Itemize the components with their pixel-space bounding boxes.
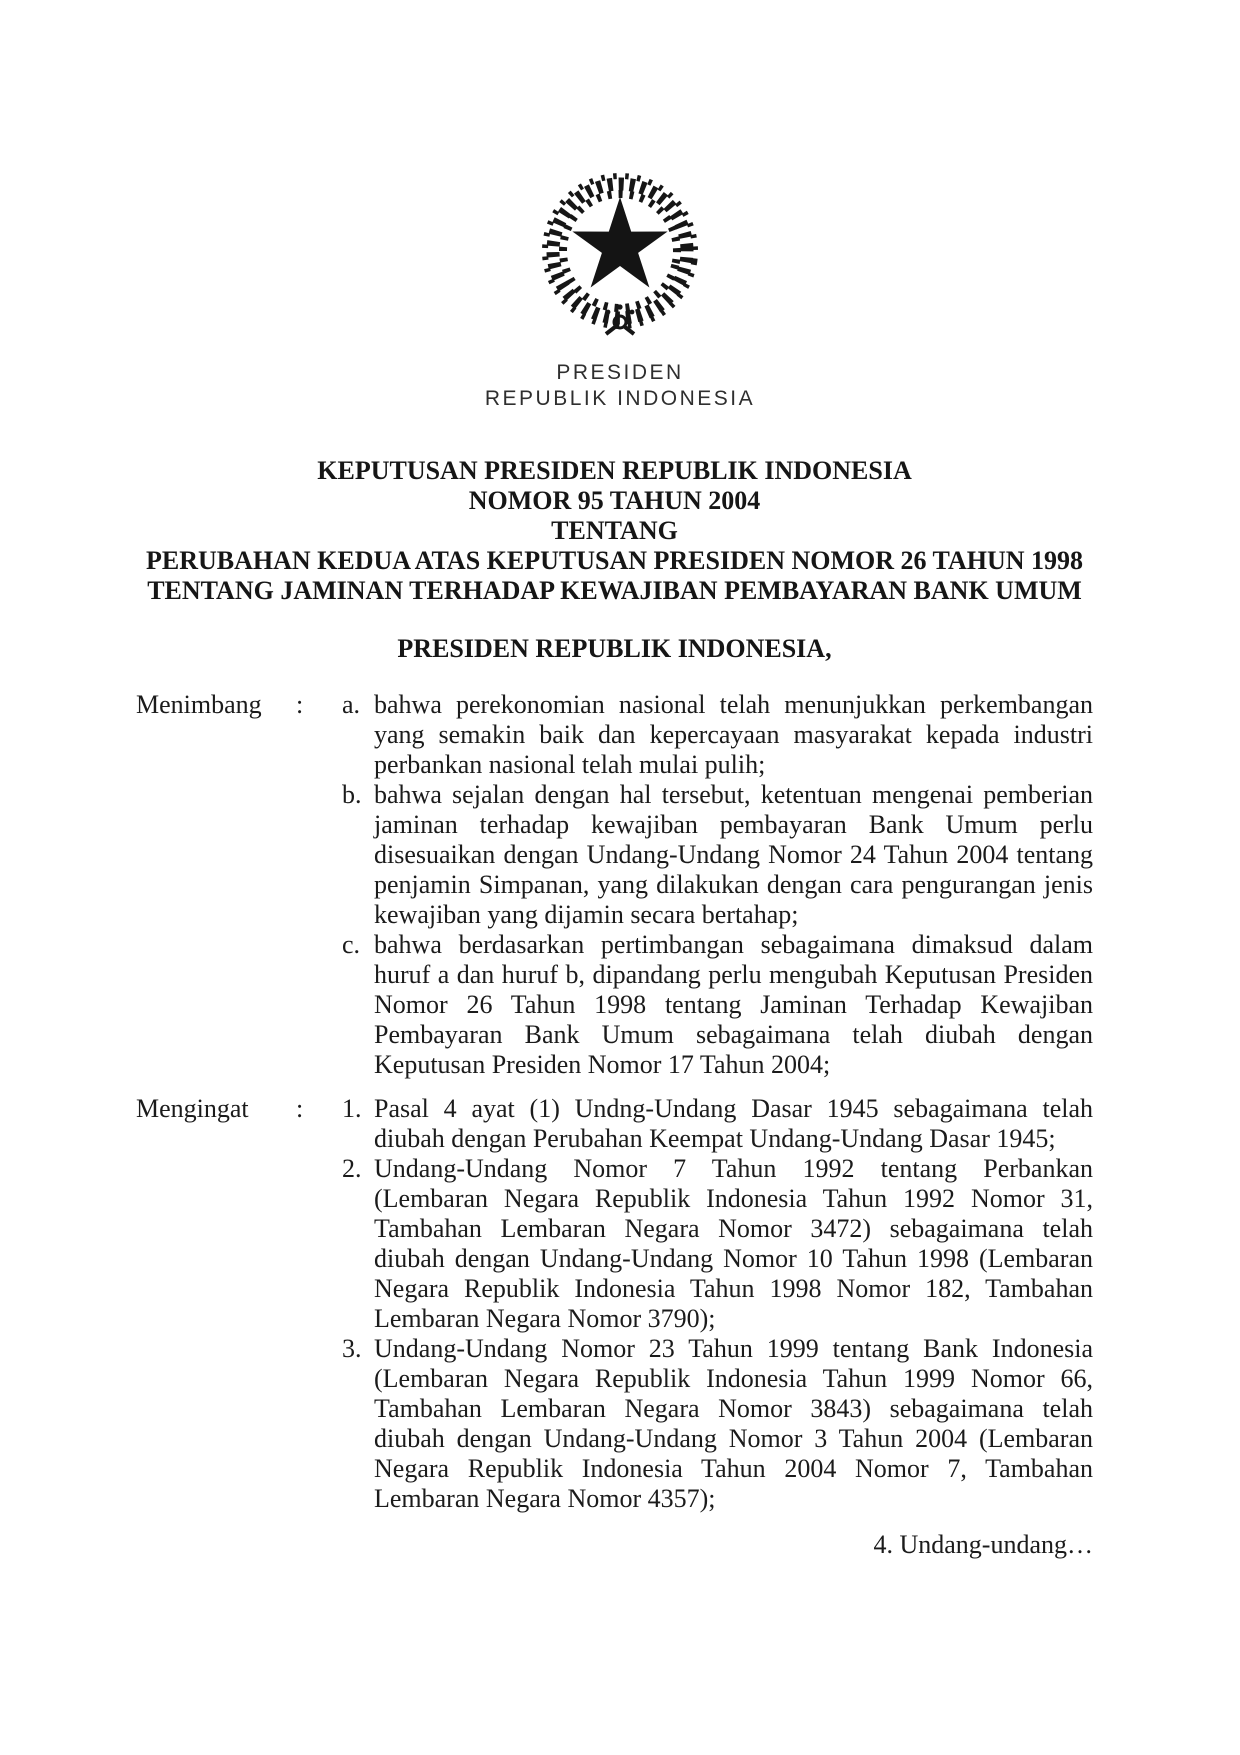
title-line-3: TENTANG — [551, 516, 678, 545]
decree-title — [136, 456, 1093, 606]
section-mengingat — [136, 1094, 1093, 1514]
section-menimbang — [136, 690, 1093, 1080]
section-items — [340, 690, 1093, 1080]
list-item — [340, 1334, 1093, 1514]
salutation: PRESIDEN REPUBLIK INDONESIA, — [397, 634, 832, 663]
letterhead — [0, 360, 1240, 412]
title-line-4: PERUBAHAN KEDUA ATAS KEPUTUSAN PRESIDEN NOMOR 26 TAHUN 1998 — [145, 546, 1084, 575]
list-item — [340, 1154, 1093, 1334]
list-item-marker: a. — [342, 690, 361, 719]
section-colon: : — [296, 690, 304, 719]
section-items — [340, 1094, 1093, 1514]
list-item-marker: 1. — [342, 1094, 362, 1123]
section-colon: : — [296, 1094, 304, 1123]
list-item — [340, 930, 1093, 1080]
list-item-text: Undang-Undang Nomor 7 Tahun 1992 tentang Perbankan (Lembaran Negara Republik Indonesia Tahun 1992 Nomor 31, Tambahan Lembaran Negara Nomor 3472) sebagaimana telah diubah dengan Undang-Undang Nomor 10 Tahun 1998 (Lembaran Negara Republik Indonesia Tahun 1998 Nomor 182, Tambahan Lembaran Negara Nomor 3790); — [374, 1154, 1093, 1333]
national-emblem — [535, 163, 705, 346]
list-item-text: bahwa perekonomian nasional telah menunjukkan perkembangan yang semakin baik dan kepercayaan masyarakat kepada industri perbankan nasional telah mulai pulih; — [374, 690, 1093, 779]
decree-body — [136, 690, 1093, 1560]
section-label: Menimbang — [136, 690, 262, 719]
wreath-star-emblem-icon — [535, 163, 705, 341]
letterhead-line-republik-indonesia: REPUBLIK INDONESIA — [484, 387, 756, 410]
title-line-1: KEPUTUSAN PRESIDEN REPUBLIK INDONESIA — [317, 456, 912, 485]
list-item-marker: b. — [342, 780, 362, 809]
title-line-5: TENTANG JAMINAN TERHADAP KEWAJIBAN PEMBAYARAN BANK UMUM — [147, 576, 1082, 605]
list-item — [340, 690, 1093, 780]
list-item-text: bahwa berdasarkan pertimbangan sebagaimana dimaksud dalam huruf a dan huruf b, dipandang perlu mengubah Keputusan Presiden Nomor 26 Tahun 1998 tentang Jaminan Terhadap Kewajiban Pembayaran Bank Umum sebagaimana telah diubah dengan Keputusan Presiden Nomor 17 Tahun 2004; — [374, 930, 1093, 1079]
list-item-text: Pasal 4 ayat (1) Undng-Undang Dasar 1945 sebagaimana telah diubah dengan Perubahan Keempat Undang-Undang Dasar 1945; — [374, 1094, 1093, 1153]
list-item-text: bahwa sejalan dengan hal tersebut, ketentuan mengenai pemberian jaminan terhadap kewajiban pembayaran Bank Umum perlu disesuaikan dengan Undang-Undang Nomor 24 Tahun 2004 tentang penjamin Simpanan, yang dilakukan dengan cara pengurangan jenis kewajiban yang dijamin secara bertahap; — [374, 780, 1093, 929]
section-label: Mengingat — [136, 1094, 249, 1123]
list-item-text: Undang-Undang Nomor 23 Tahun 1999 tentang Bank Indonesia (Lembaran Negara Republik Indonesia Tahun 1999 Nomor 66, Tambahan Lembaran Negara Nomor 3843) sebagaimana telah diubah dengan Undang-Undang Nomor 3 Tahun 2004 (Lembaran Negara Republik Indonesia Tahun 2004 Nomor 7, Tambahan Lembaran Negara Nomor 4357); — [374, 1334, 1093, 1513]
list-item-marker: 2. — [342, 1154, 362, 1183]
list-item — [340, 780, 1093, 930]
star-icon — [572, 197, 667, 288]
list-item-marker: 3. — [342, 1334, 362, 1363]
list-item — [340, 1094, 1093, 1154]
list-item-marker: c. — [342, 930, 361, 959]
letterhead-line-presiden: PRESIDEN — [556, 361, 684, 384]
catchword: 4. Undang-undang… — [873, 1530, 1093, 1559]
title-line-2: NOMOR 95 TAHUN 2004 — [468, 486, 761, 515]
